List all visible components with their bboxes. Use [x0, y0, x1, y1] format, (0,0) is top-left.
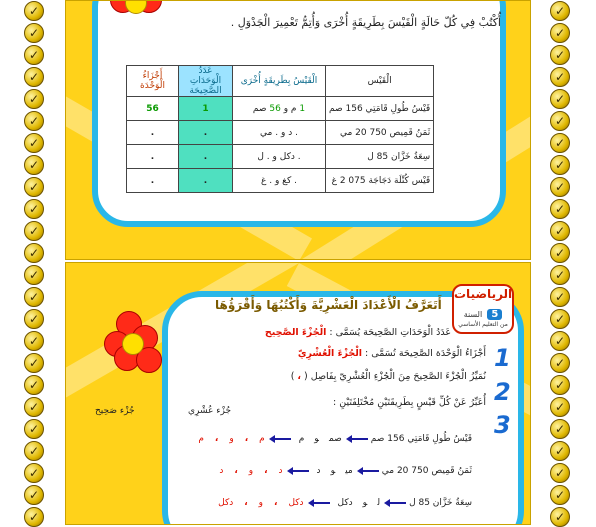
check-coin-icon: ✓	[24, 397, 44, 417]
row-unit-parts[interactable]: .	[127, 169, 179, 193]
arrow-icon	[350, 438, 368, 440]
check-coin-icon: ✓	[24, 23, 44, 43]
check-coin-icon: ✓	[24, 507, 44, 527]
check-coin-icon: ✓	[24, 485, 44, 505]
arrow-icon	[388, 502, 406, 504]
check-coin-icon: ✓	[550, 287, 570, 307]
subject-badge	[452, 284, 514, 334]
definition-line: عَدَدُ الْوَحَدَاتِ الصَّحِيحَة يُسَمَّى : الْجُزْءَ الصَّحِيح	[264, 327, 451, 338]
check-coin-icon: ✓	[550, 177, 570, 197]
check-coin-icon: ✓	[550, 353, 570, 373]
badge-stage: من التعليم الأساسي	[458, 321, 508, 328]
check-coin-icon: ✓	[24, 287, 44, 307]
step-number: 3	[494, 411, 511, 439]
arrow-icon	[312, 502, 330, 504]
arrow-icon	[291, 470, 309, 472]
table-row	[127, 121, 434, 145]
table-row	[127, 169, 434, 193]
check-coin-icon: ✓	[24, 221, 44, 241]
check-coin-icon: ✓	[24, 441, 44, 461]
check-coin-icon: ✓	[550, 265, 570, 285]
check-coin-icon: ✓	[24, 177, 44, 197]
row-other-way[interactable]: . د و . مي	[233, 121, 326, 145]
check-coin-icon: ✓	[550, 67, 570, 87]
example-row: سِعَةُ خَزَّان 85 للودكلدكل،و،دكل	[218, 498, 472, 508]
check-coin-icon: ✓	[550, 331, 570, 351]
badge-subject: الرياضيات	[454, 287, 513, 301]
definition-line: أَجْزَاءُ الْوَحْدَة الصَّحِيحَة تُسَمَّى : الْجُزْءَ الْعُشْرِيّ	[297, 348, 486, 359]
row-whole-units[interactable]: .	[179, 169, 233, 193]
check-coin-icon: ✓	[24, 419, 44, 439]
check-coin-icon: ✓	[24, 463, 44, 483]
measurement-table	[126, 65, 434, 193]
row-unit-parts[interactable]: .	[127, 121, 179, 145]
step-number: 1	[494, 344, 511, 372]
row-measure: قَيْسُ طُولِ قَامَتِي 156 صم	[326, 97, 434, 121]
header-measure: الْقَيْس	[326, 66, 434, 97]
check-coin-icon: ✓	[550, 243, 570, 263]
arrow-icon	[361, 470, 379, 472]
header-whole-units: عَدَدُ الْوَحَدَاتِ الصَّحِيحَة	[179, 66, 233, 97]
row-other-way[interactable]: . دكل و . ل	[233, 145, 326, 169]
check-coin-icon: ✓	[550, 155, 570, 175]
check-coin-icon: ✓	[24, 309, 44, 329]
row-measure: سِعَةُ خَزَّان 85 ل	[326, 145, 434, 169]
check-coin-icon: ✓	[24, 67, 44, 87]
row-measure: ثَمَنُ قَمِيص 750 20 مي	[326, 121, 434, 145]
check-coin-icon: ✓	[550, 221, 570, 241]
check-coin-icon: ✓	[24, 353, 44, 373]
table-row	[127, 97, 434, 121]
check-coin-icon: ✓	[24, 45, 44, 65]
left-border-rail	[22, 0, 48, 525]
check-coin-icon: ✓	[550, 45, 570, 65]
check-coin-icon: ✓	[550, 441, 570, 461]
right-border-rail	[548, 0, 574, 525]
check-coin-icon: ✓	[550, 1, 570, 21]
check-coin-icon: ✓	[550, 133, 570, 153]
check-coin-icon: ✓	[550, 419, 570, 439]
check-coin-icon: ✓	[24, 1, 44, 21]
check-coin-icon: ✓	[550, 463, 570, 483]
check-coin-icon: ✓	[24, 155, 44, 175]
header-unit-parts: أَجْزَاءُ الْوَحْدَة	[127, 66, 179, 97]
top-instruction: أُكْتُبْ فِي كُلّ حَالَةٍ الْقَيْسَ بِطَرِيقَةٍ أُخْرَى وَأُتِمُّ تَعْمِيرَ الْجَدْوَلِ .	[230, 16, 501, 29]
decimal-part-label: جُزْء عُشْرِي	[188, 406, 232, 416]
badge-year-number: 5	[487, 309, 502, 320]
example-row: ثَمَنُ قَمِيص 750 20 ميميودد،و،د	[219, 466, 472, 476]
row-whole-units[interactable]: 1	[179, 97, 233, 121]
check-coin-icon: ✓	[550, 397, 570, 417]
check-coin-icon: ✓	[550, 199, 570, 219]
lesson-title: أَتَعَرَّفُ الْأَعْدَادَ الْعَشْرِيَّةَ وَأَكْتُبُهَا وَأَقْرَؤُهَا	[215, 298, 442, 312]
check-coin-icon: ✓	[24, 265, 44, 285]
row-whole-units[interactable]: .	[179, 145, 233, 169]
check-coin-icon: ✓	[24, 331, 44, 351]
row-other-way[interactable]: . كغ و . غ	[233, 169, 326, 193]
check-coin-icon: ✓	[550, 23, 570, 43]
row-other-way[interactable]: 1 م و 56 صم	[233, 97, 326, 121]
check-coin-icon: ✓	[24, 111, 44, 131]
table-row	[127, 145, 434, 169]
check-coin-icon: ✓	[24, 375, 44, 395]
check-coin-icon: ✓	[550, 375, 570, 395]
check-coin-icon: ✓	[24, 133, 44, 153]
row-measure: قَيْس كُتْلَة دَجَاجَة 075 2 غ	[326, 169, 434, 193]
integer-part-label: جُزْء صَحِيح	[95, 406, 135, 416]
check-coin-icon: ✓	[550, 89, 570, 109]
check-coin-icon: ✓	[24, 199, 44, 219]
arrow-icon	[273, 438, 291, 440]
header-other-way: الْقَيْسُ بِطَرِيقَةٍ أُخْرَى	[233, 66, 326, 97]
check-coin-icon: ✓	[24, 243, 44, 263]
check-coin-icon: ✓	[24, 89, 44, 109]
check-coin-icon: ✓	[550, 111, 570, 131]
step-number: 2	[494, 378, 511, 406]
row-whole-units[interactable]: .	[179, 121, 233, 145]
check-coin-icon: ✓	[550, 485, 570, 505]
row-unit-parts[interactable]: .	[127, 145, 179, 169]
check-coin-icon: ✓	[550, 507, 570, 527]
row-unit-parts[interactable]: 56	[127, 97, 179, 121]
example-row: قَيْسُ طُولِ قَامَتِي 156 صمصمومم،و،م	[198, 434, 472, 444]
badge-year-label: السنة	[463, 310, 483, 319]
check-coin-icon: ✓	[550, 309, 570, 329]
definition-line: نُمَيِّزُ الْجُزْءَ الصَّحِيحَ مِنَ الْجُزْءِ الْعُشْرِيّ بِفَاصِل ( ، )	[290, 371, 486, 382]
definition-line: أُعَبِّرُ عَنْ كُلِّ قَيْسٍ بِطَرِيقَتَيْنِ مُخْتَلِفَتَيْنِ :	[333, 397, 486, 408]
